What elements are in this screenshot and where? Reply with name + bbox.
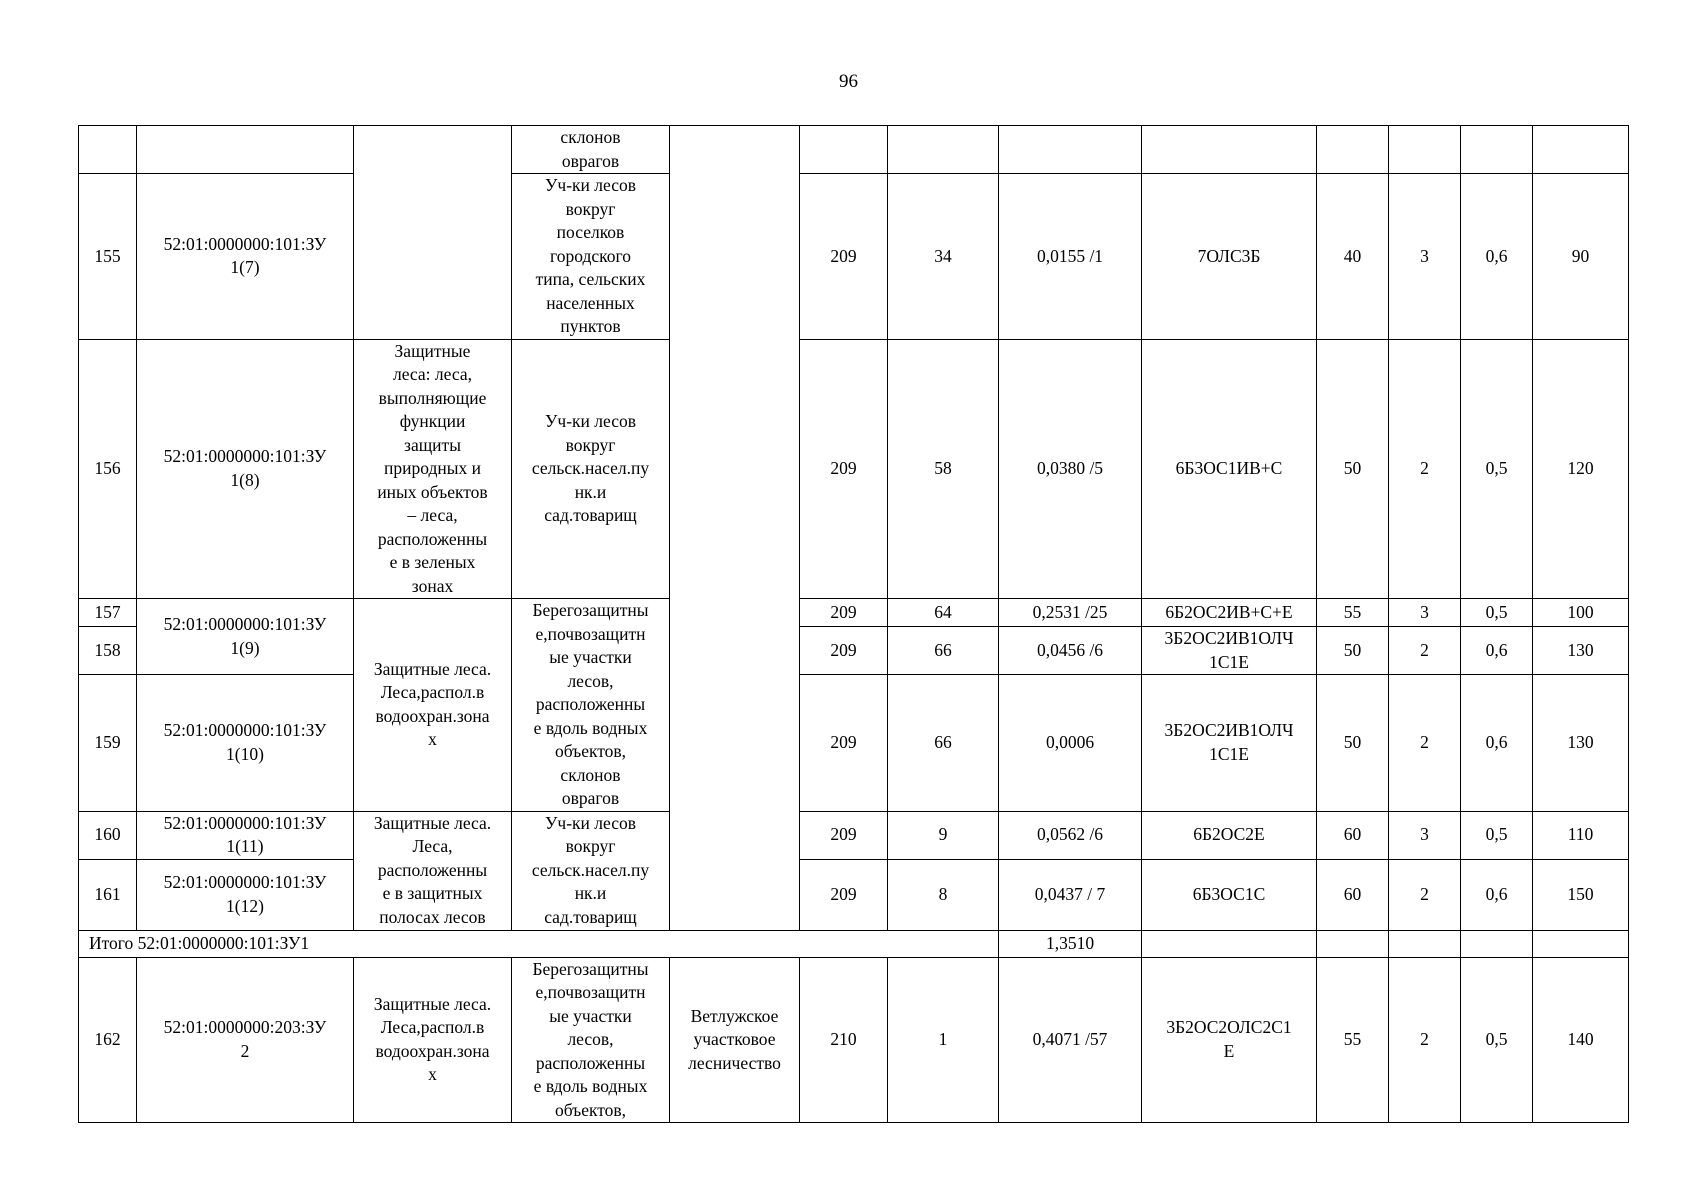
composition-cell: 7ОЛС3Б (1142, 174, 1317, 340)
bonitet-cell: 2 (1389, 859, 1461, 930)
area-cell: 0,0456 /6 (999, 627, 1142, 675)
total-label: Итого 52:01:0000000:101:ЗУ1 (79, 930, 999, 957)
parcel-cell: 52:01:0000000:101:ЗУ 1(10) (137, 675, 354, 811)
row-number-cell: 162 (79, 957, 137, 1123)
composition-cell: 6Б2ОС2Е (1142, 811, 1317, 859)
vydel-cell: 8 (888, 859, 999, 930)
bonitet-cell: 3 (1389, 811, 1461, 859)
table-row (79, 599, 1629, 627)
kvartal-cell: 209 (800, 339, 888, 599)
density-cell: 0,6 (1461, 174, 1533, 340)
kvartal-cell: 209 (800, 599, 888, 627)
stock-cell: 110 (1533, 811, 1629, 859)
parcel-cell: 52:01:0000000:101:ЗУ 1(11) (137, 811, 354, 859)
row-number-cell (79, 126, 137, 174)
kvartal-cell: 209 (800, 627, 888, 675)
vydel-cell: 66 (888, 627, 999, 675)
table-row (79, 859, 1629, 930)
purpose-cell: Уч-ки лесов вокруг сельск.насел.пу нк.и сад.товарищ (512, 811, 670, 930)
age-cell: 40 (1317, 174, 1389, 340)
kvartal-cell: 209 (800, 174, 888, 340)
total-row (79, 930, 1629, 957)
parcel-cell: 52:01:0000000:101:ЗУ 1(8) (137, 339, 354, 599)
stock-cell: 120 (1533, 339, 1629, 599)
category-cell: Защитные леса. Леса,распол.в водоохран.зона х (354, 599, 512, 812)
age-cell: 55 (1317, 599, 1389, 627)
vydel-cell: 34 (888, 174, 999, 340)
density-cell: 0,5 (1461, 957, 1533, 1123)
area-cell: 0,4071 /57 (999, 957, 1142, 1123)
stock-cell: 130 (1533, 627, 1629, 675)
kvartal-cell: 209 (800, 811, 888, 859)
category-cell (354, 126, 512, 340)
area-cell: 0,0006 (999, 675, 1142, 811)
age-cell: 60 (1317, 811, 1389, 859)
category-cell: Защитные леса. Леса,распол.в водоохран.зона х (354, 957, 512, 1123)
area-cell: 0,0380 /5 (999, 339, 1142, 599)
forest-parcels-table (78, 125, 1629, 1123)
category-cell: Защитные леса: леса, выполняющие функции защиты природных и иных объектов – леса, расположенны е в зеленых зонах (354, 339, 512, 599)
age-cell: 60 (1317, 859, 1389, 930)
row-number-cell: 159 (79, 675, 137, 811)
area-cell: 0,0562 /6 (999, 811, 1142, 859)
table-row (79, 339, 1629, 599)
bonitet-cell: 3 (1389, 174, 1461, 340)
purpose-cell: Уч-ки лесов вокруг поселков городского типа, сельских населенных пунктов (512, 174, 670, 340)
row-number-cell: 158 (79, 627, 137, 675)
stock-cell: 100 (1533, 599, 1629, 627)
density-cell: 0,5 (1461, 811, 1533, 859)
purpose-cell: Берегозащитны е,почвозащитн ые участки лесов, расположенны е вдоль водных объектов, склонов оврагов (512, 599, 670, 812)
total-area: 1,3510 (999, 930, 1142, 957)
age-cell: 55 (1317, 957, 1389, 1123)
parcel-cell: 52:01:0000000:101:ЗУ 1(12) (137, 859, 354, 930)
category-cell: Защитные леса. Леса, расположенны е в защитных полосах лесов (354, 811, 512, 930)
bonitet-cell: 3 (1389, 599, 1461, 627)
vydel-cell: 1 (888, 957, 999, 1123)
kvartal-cell: 209 (800, 859, 888, 930)
age-cell: 50 (1317, 627, 1389, 675)
row-number-cell: 161 (79, 859, 137, 930)
purpose-cell: Уч-ки лесов вокруг сельск.насел.пу нк.и сад.товарищ (512, 339, 670, 599)
stock-cell: 140 (1533, 957, 1629, 1123)
purpose-cell: склонов оврагов (512, 126, 670, 174)
table-row (79, 126, 1629, 174)
parcel-cell: 52:01:0000000:101:ЗУ 1(9) (137, 599, 354, 675)
age-cell: 50 (1317, 675, 1389, 811)
composition-cell: 3Б2ОС2ОЛС2С1 Е (1142, 957, 1317, 1123)
table-row (79, 174, 1629, 340)
vydel-cell: 58 (888, 339, 999, 599)
kvartal-cell: 210 (800, 957, 888, 1123)
vydel-cell: 64 (888, 599, 999, 627)
composition-cell: 3Б2ОС2ИВ1ОЛЧ 1С1Е (1142, 627, 1317, 675)
parcel-cell (137, 126, 354, 174)
stock-cell: 150 (1533, 859, 1629, 930)
table-row (79, 675, 1629, 811)
area-cell: 0,0155 /1 (999, 174, 1142, 340)
page-number: 96 (839, 71, 858, 92)
bonitet-cell: 2 (1389, 957, 1461, 1123)
table-row (79, 811, 1629, 859)
kvartal-cell: 209 (800, 675, 888, 811)
vydel-cell: 9 (888, 811, 999, 859)
bonitet-cell: 2 (1389, 627, 1461, 675)
stock-cell: 90 (1533, 174, 1629, 340)
purpose-cell: Берегозащитны е,почвозащитн ые участки лесов, расположенны е вдоль водных объектов, (512, 957, 670, 1123)
density-cell: 0,6 (1461, 675, 1533, 811)
bonitet-cell: 2 (1389, 339, 1461, 599)
row-number-cell: 160 (79, 811, 137, 859)
composition-cell: 6Б3ОС1С (1142, 859, 1317, 930)
area-cell: 0,0437 / 7 (999, 859, 1142, 930)
density-cell: 0,6 (1461, 859, 1533, 930)
composition-cell: 3Б2ОС2ИВ1ОЛЧ 1С1Е (1142, 675, 1317, 811)
table-row (79, 957, 1629, 1123)
age-cell: 50 (1317, 339, 1389, 599)
parcel-cell: 52:01:0000000:203:ЗУ 2 (137, 957, 354, 1123)
forestry-cell: Ветлужское участковое лесничество (670, 957, 800, 1123)
row-number-cell: 157 (79, 599, 137, 627)
composition-cell: 6Б3ОС1ИВ+С (1142, 339, 1317, 599)
density-cell: 0,5 (1461, 599, 1533, 627)
bonitet-cell: 2 (1389, 675, 1461, 811)
area-cell: 0,2531 /25 (999, 599, 1142, 627)
parcel-cell: 52:01:0000000:101:ЗУ 1(7) (137, 174, 354, 340)
row-number-cell: 156 (79, 339, 137, 599)
stock-cell: 130 (1533, 675, 1629, 811)
density-cell: 0,6 (1461, 627, 1533, 675)
row-number-cell: 155 (79, 174, 137, 340)
forestry-cell (670, 126, 800, 931)
density-cell: 0,5 (1461, 339, 1533, 599)
vydel-cell: 66 (888, 675, 999, 811)
composition-cell: 6Б2ОС2ИВ+С+Е (1142, 599, 1317, 627)
